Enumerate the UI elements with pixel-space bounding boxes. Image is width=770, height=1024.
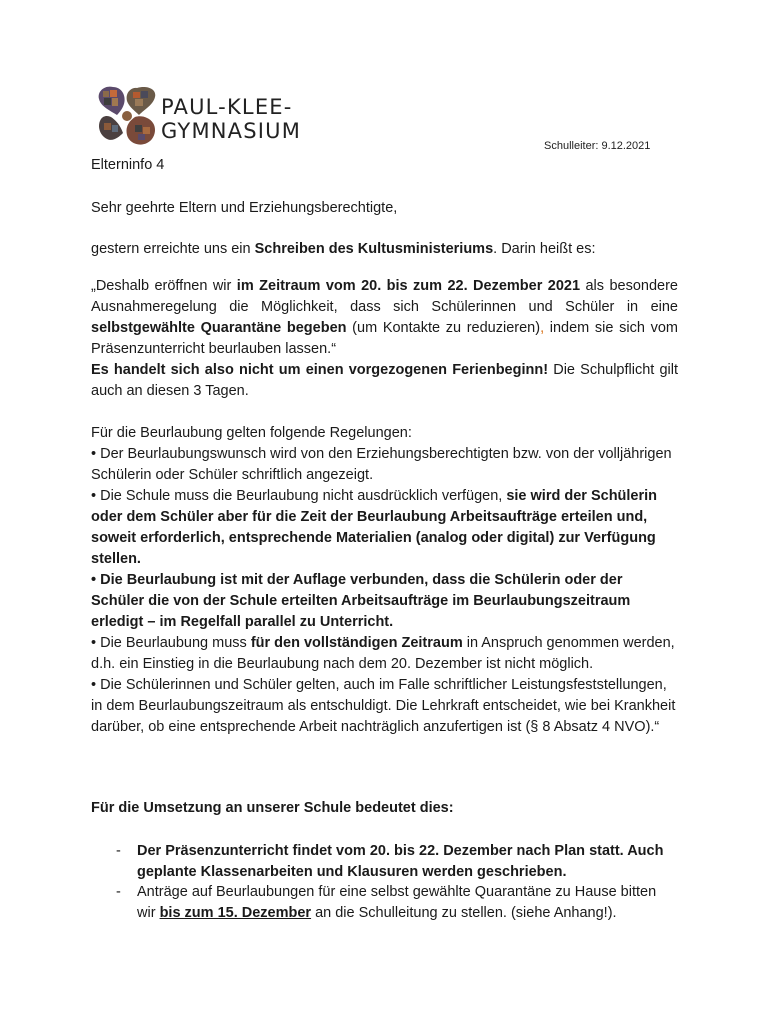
implementation-item-2-text [137,882,678,924]
quote-p1-quarantine: selbstgewählte Quarantäne begeben [91,320,347,336]
quote-paragraph-1 [91,276,678,360]
implementation-item-2-a: Anträge auf Beurlaubungen für eine selbst gewählte Quarantäne zu Hause bitten wir [137,884,657,921]
quote-p1-a: „Deshalb eröffnen wir [91,278,237,294]
dash-marker: - [116,884,121,900]
intro-text-bold: Schreiben des Kultusministeriums [254,241,494,257]
rules-bullet-4-a: • Die Beurlaubung muss [91,635,251,651]
intro-text-after: . Darin heißt es: [493,241,596,257]
intro-text-before: gestern erreichte uns ein [91,241,255,257]
rules-bullet-4-c: in Anspruch genommen werden, d.h. ein Einstieg in die Beurlaubung nach dem 20. Dezember ist nicht möglich. [91,635,675,672]
implementation-item-1-text [137,841,678,883]
salutation: Sehr geehrte Eltern und Erziehungsberechtigte, [91,200,398,216]
rules-bullet-2 [91,486,678,570]
quote-p1-c: als besondere Ausnahmeregelung die Möglichkeit, dass sich Schülerinnen und Schüler in eine [91,278,678,315]
author-date-line: Schulleiter: 9.12.2021 [544,140,651,152]
rules-bullet-4 [91,633,678,675]
document-title: Elterninfo 4 [91,157,165,173]
school-logo-wordmark [161,95,301,143]
quote-p1-date-range: im Zeitraum vom 20. bis zum 22. Dezember 2021 [236,278,581,294]
implementation-item-2 [91,882,678,945]
rules-bullet-4-bold: für den vollständigen Zeitraum [250,635,463,651]
intro-paragraph [91,239,678,260]
quote-p1-comma: , [540,320,545,336]
rules-bullet-1: • Der Beurlaubungswunsch wird von den Erziehungsberechtigten bzw. von der volljährigen Schülerin oder Schüler schriftlich angezeigt. [91,446,672,483]
quote-p1-f: indem sie sich vom Präsenzunterricht beurlauben lassen.“ [91,320,678,357]
rules-section [91,423,678,738]
school-logo-line-1: PAUL-KLEE- [161,95,293,119]
implementation-item-1 [91,841,678,883]
school-logo-line-2: GYMNASIUM [161,119,302,143]
school-logo-mark-icon [95,85,159,147]
quote-paragraph-2 [91,360,678,402]
rules-bullet-3-bold: • Die Beurlaubung ist mit der Auflage verbunden, dass die Schülerin oder der Schüler die von der Schule erteilten Arbeitsaufträge im Beurlaubungszeitraum erledigt – im Regelfall parallel zu Unterricht. [91,572,631,630]
implementation-heading-text: Für die Umsetzung an unserer Schule bedeutet dies: [91,800,454,816]
rules-heading: Für die Beurlaubung gelten folgende Regelungen: [91,425,412,441]
implementation-item-1-bold: Der Präsenzunterricht findet vom 20. bis 22. Dezember nach Plan statt. Auch geplante Klassenarbeiten und Klausuren werden geschrieben. [137,843,664,880]
quote-p1-e: (um Kontakte zu reduzieren) [346,320,541,336]
rules-bullet-5: • Die Schülerinnen und Schüler gelten, auch im Falle schriftlicher Leistungsfeststellungen, in dem Beurlaubungszeitraum als entschuldigt. Die Lehrkraft entscheidet, wie bei Krankheit darüber, ob eine entsprechende Arbeit nachträglich anzufertigen ist (§ 8 Absatz 4 NVO).“ [91,677,676,735]
dash-marker: - [116,843,121,859]
school-logo [95,85,310,151]
quote-p2-bold: Es handelt sich also nicht um einen vorgezogenen Ferienbeginn! [91,362,549,378]
rules-bullet-2-text: • Die Schule muss die Beurlaubung nicht ausdrücklich verfügen, [91,488,507,504]
rules-bullet-3 [91,570,678,633]
implementation-item-2-c: an die Schulleitung zu stellen. (siehe Anhang!). [311,905,617,921]
implementation-heading [91,798,678,819]
quote-p2-text: Die Schulpflicht gilt auch an diesen 3 Tagen. [91,362,678,399]
rules-bullet-2-bold: sie wird der Schülerin oder dem Schüler aber für die Zeit der Beurlaubung Arbeitsaufträge erteilen und, soweit erforderlich, entsprechende Materialien (analog oder digital) zur Verfügung stellen. [91,488,658,567]
implementation-item-2-deadline: bis zum 15. Dezember [159,905,312,921]
